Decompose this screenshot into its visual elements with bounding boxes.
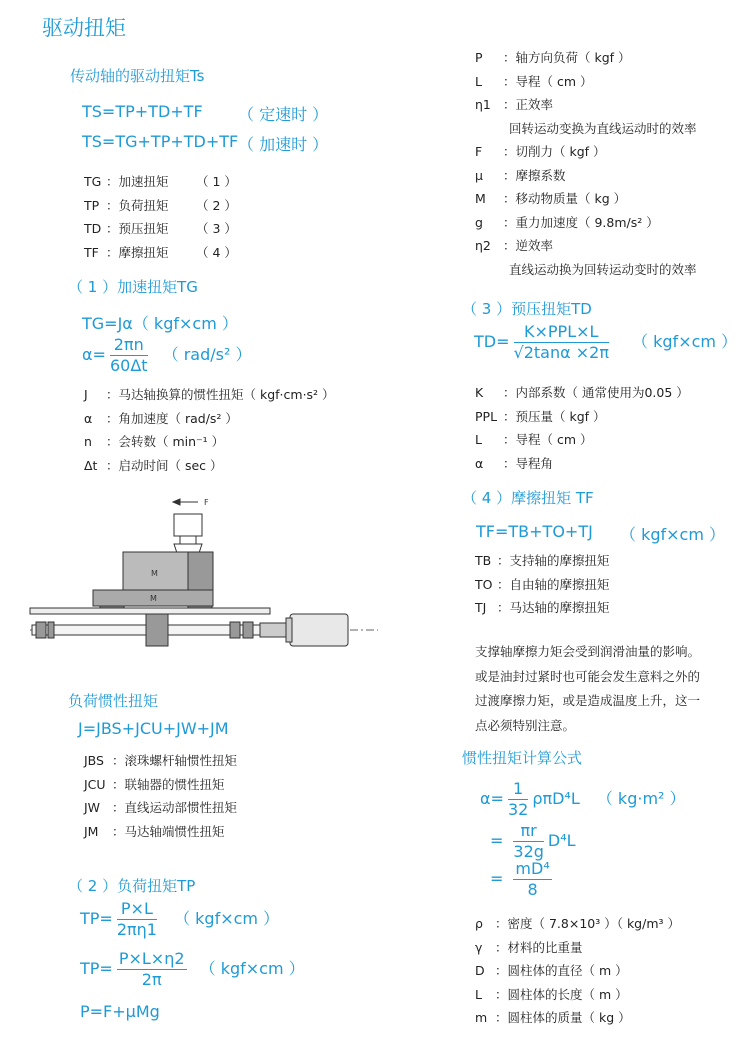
angular-accel-formula: α= $\frac{2\pi n}{60\Delta t}$ （ rad/s² ） [82,335,252,375]
force-label: F [204,498,209,507]
inertia-definitions: JBS ：滚珠螺杆轴惯性扭矩 JCU ：联轴器的惯性扭矩 JW ：直线运动部惯性扭矩 JM ：马达轴端惯性扭矩 [84,753,238,839]
motor [290,614,348,646]
ballscrew-diagram [28,490,378,660]
torque-definitions [84,170,237,264]
load-torque-formula-1: TP= $\frac{P\times L}{2\pi\eta 1}$ （ kgf×cm ） [80,899,280,939]
definition-row: TD ：预压扭矩 （ 3 ） [84,221,237,236]
inertia-calc-formula-2: = $\frac{\pi r}{32g}$ D⁴L [490,821,576,861]
definition-row: TP ：负荷扭矩 （ 2 ） [84,197,237,213]
accel-torque-formula: TG=Jα（ kgf×cm ） [82,314,238,333]
axial-load-formula: P=F+μMg [80,1002,160,1021]
formula-acceleration-note: （ 加速时 ） [238,135,329,154]
formula-constant-speed: TS=TP+TD+TF [82,102,203,121]
sqrt-icon: √ [513,343,524,362]
ball-nut [146,614,168,646]
mass-label-upper: M [151,569,158,578]
friction-torque-unit: （ kgf×cm ） [620,525,726,544]
load-torque-definitions: P ：轴方向负荷（ kgf ） L ：导程（ cm ） η1 ：正效率 回转运动变换为直线运动时的效率 F ：切削力（ kgf ） μ ：摩擦系数 M ：移动物质量（ kg ） g ：重力加速度（ 9.8m/s² ） η2 ：逆效率 直线运动换为回转运动变时的效率 [475,50,697,277]
friction-definitions: TB ：支持轴的摩擦扭矩 TO ：自由轴的摩擦扭矩 TJ ：马达轴的摩擦扭矩 [475,553,610,615]
preload-torque-heading: （ 3 ）预压扭矩TD [462,300,592,318]
accel-definitions: J ：马达轴换算的惯性扭矩（ kgf·cm·s² ） α ：角加速度（ rad/s² ） n ：会转数（ min⁻¹ ） Δt ：启动时间（ sec ） [84,387,335,473]
formula-acceleration: TS=TG+TP+TD+TF [82,132,239,151]
accel-torque-heading: （ 1 ）加速扭矩TG [68,278,198,296]
inertia-calc-heading: 惯性扭矩计算公式 [462,749,583,767]
inertia-calc-formula-1: α= $\frac{1}{32}$ ρπD⁴L （ kg·m² ） [480,779,686,819]
definition-row: TG ：加速扭矩 （ 1 ） [84,174,237,189]
mass-label-lower: M [150,594,157,603]
cutting-tool [174,514,202,536]
coupling [260,623,286,637]
preload-torque-formula: TD= $\frac{\text{K×PPL×L}}{√2\tan\alpha \times 2\pi}$ （ kgf×cm ） [474,322,738,362]
definition-row: TF ：摩擦扭矩 （ 4 ） [84,244,237,260]
load-torque-formula-2: TP= $\frac{P\times L\times\eta 2}{2\pi}$ （ kgf×cm ） [80,949,305,989]
friction-torque-formula: TF=TB+TO+TJ [476,522,593,541]
friction-torque-heading: （ 4 ）摩擦扭矩 TF [462,489,594,507]
guide-rail [30,608,270,614]
drive-torque-heading: 传动轴的驱动扭矩Ts [70,67,205,85]
inertia-calc-formula-3: = $\frac{\text{mD⁴}}{8}$ [490,859,550,899]
load-torque-heading: （ 2 ）负荷扭矩TP [68,877,196,895]
formula-constant-speed-note: （ 定速时 ） [238,105,329,124]
page-title: 驱动扭矩 [42,16,126,40]
friction-note-paragraph: 支撑轴摩擦力矩会受到润滑油量的影响。 或是油封过紧时也可能会发生意料之外的 过渡摩擦力矩，或是造成温度上升，这一 点必须特别注意。 [475,644,701,733]
preload-definitions: K ：内部系数（ 通常使用为0.05 ） PPL ：预压量（ kgf ） L ：导程（ cm ） α ：导程角 [475,385,689,471]
inertia-calc-definitions: ρ ：密度（ 7.8×10³ ）（ kg/m³ ） γ ：材料的比重量 D ：圆柱体的直径（ m ） L ：圆柱体的长度（ m ） m ：圆柱体的质量（ kg ） [475,916,680,1025]
inertia-formula: J=JBS+JCU+JW+JM [78,719,229,738]
load-inertia-heading: 负荷惯性扭矩 [68,692,159,710]
